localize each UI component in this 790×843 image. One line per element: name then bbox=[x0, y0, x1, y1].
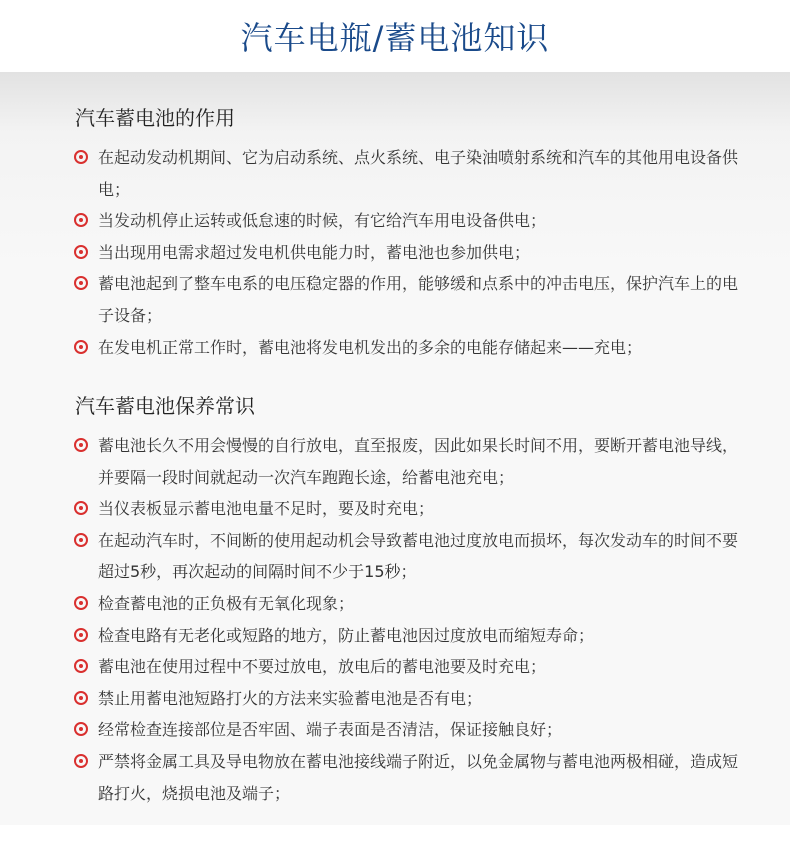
bullet-icon bbox=[74, 438, 88, 452]
item-list bbox=[0, 430, 790, 809]
list-item bbox=[0, 714, 790, 746]
bullet-icon bbox=[74, 659, 88, 673]
bullet-icon bbox=[74, 501, 88, 515]
list-item bbox=[0, 620, 790, 652]
item-text: 在发电机正常工作时，蓄电池将发电机发出的多余的电能存储起来——充电； bbox=[98, 337, 643, 357]
list-item bbox=[0, 430, 790, 493]
item-text: 在起动汽车时，不间断的使用起动机会导致蓄电池过度放电而损坏，每次发动车的时间不要超过5秒，再次起动的间隔时间不少于15秒； bbox=[98, 530, 739, 582]
list-item bbox=[0, 683, 790, 715]
list-item bbox=[0, 525, 790, 588]
item-text: 当出现用电需求超过发电机供电能力时，蓄电池也参加供电； bbox=[98, 242, 531, 262]
item-list bbox=[0, 142, 790, 363]
bullet-icon bbox=[74, 533, 88, 547]
item-text: 检查蓄电池的正负极有无氧化现象； bbox=[98, 593, 355, 613]
list-item bbox=[0, 268, 790, 331]
item-text: 蓄电池长久不用会慢慢的自行放电，直至报废，因此如果长时间不用，要断开蓄电池导线，并要隔一段时间就起动一次汽车跑跑长途，给蓄电池充电； bbox=[98, 436, 739, 487]
list-item bbox=[0, 746, 790, 809]
item-text: 禁止用蓄电池短路打火的方法来实验蓄电池是否有电； bbox=[98, 688, 483, 708]
bullet-icon bbox=[74, 628, 88, 642]
item-text: 当发动机停止运转或低怠速的时候，有它给汽车用电设备供电； bbox=[98, 211, 547, 231]
bullet-icon bbox=[74, 150, 88, 164]
item-text: 蓄电池起到了整车电系的电压稳定器的作用，能够缓和点系中的冲击电压，保护汽车上的电子设备； bbox=[98, 274, 739, 325]
bullet-icon bbox=[74, 722, 88, 736]
list-item bbox=[0, 142, 790, 205]
content-panel bbox=[0, 72, 790, 825]
list-item bbox=[0, 588, 790, 620]
page-title: 汽车电瓶/蓄电池知识 bbox=[240, 19, 550, 57]
item-text: 在起动发动机期间、它为启动系统、点火系统、电子染油喷射系统和汽车的其他用电设备供电； bbox=[98, 148, 739, 199]
bullet-icon bbox=[74, 340, 88, 354]
section-heading: 汽车蓄电池的作用 bbox=[75, 106, 235, 130]
bullet-icon bbox=[74, 213, 88, 227]
list-item bbox=[0, 651, 790, 683]
header bbox=[0, 0, 790, 72]
list-item bbox=[0, 332, 790, 364]
item-text: 蓄电池在使用过程中不要过放电，放电后的蓄电池要及时充电； bbox=[98, 657, 547, 677]
bullet-icon bbox=[74, 245, 88, 259]
item-text: 严禁将金属工具及导电物放在蓄电池接线端子附近，以免金属物与蓄电池两极相碰，造成短路打火，烧损电池及端子； bbox=[98, 751, 739, 803]
list-item bbox=[0, 237, 790, 269]
list-item bbox=[0, 493, 790, 525]
item-text: 检查电路有无老化或短路的地方，防止蓄电池因过度放电而缩短寿命； bbox=[98, 625, 595, 645]
bullet-icon bbox=[74, 691, 88, 705]
list-item bbox=[0, 205, 790, 237]
bullet-icon bbox=[74, 754, 88, 768]
item-text: 当仪表板显示蓄电池电量不足时，要及时充电； bbox=[98, 499, 435, 519]
section-heading: 汽车蓄电池保养常识 bbox=[75, 394, 255, 418]
bullet-icon bbox=[74, 596, 88, 610]
bullet-icon bbox=[74, 276, 88, 290]
item-text: 经常检查连接部位是否牢固、端子表面是否清洁，保证接触良好； bbox=[98, 720, 563, 740]
